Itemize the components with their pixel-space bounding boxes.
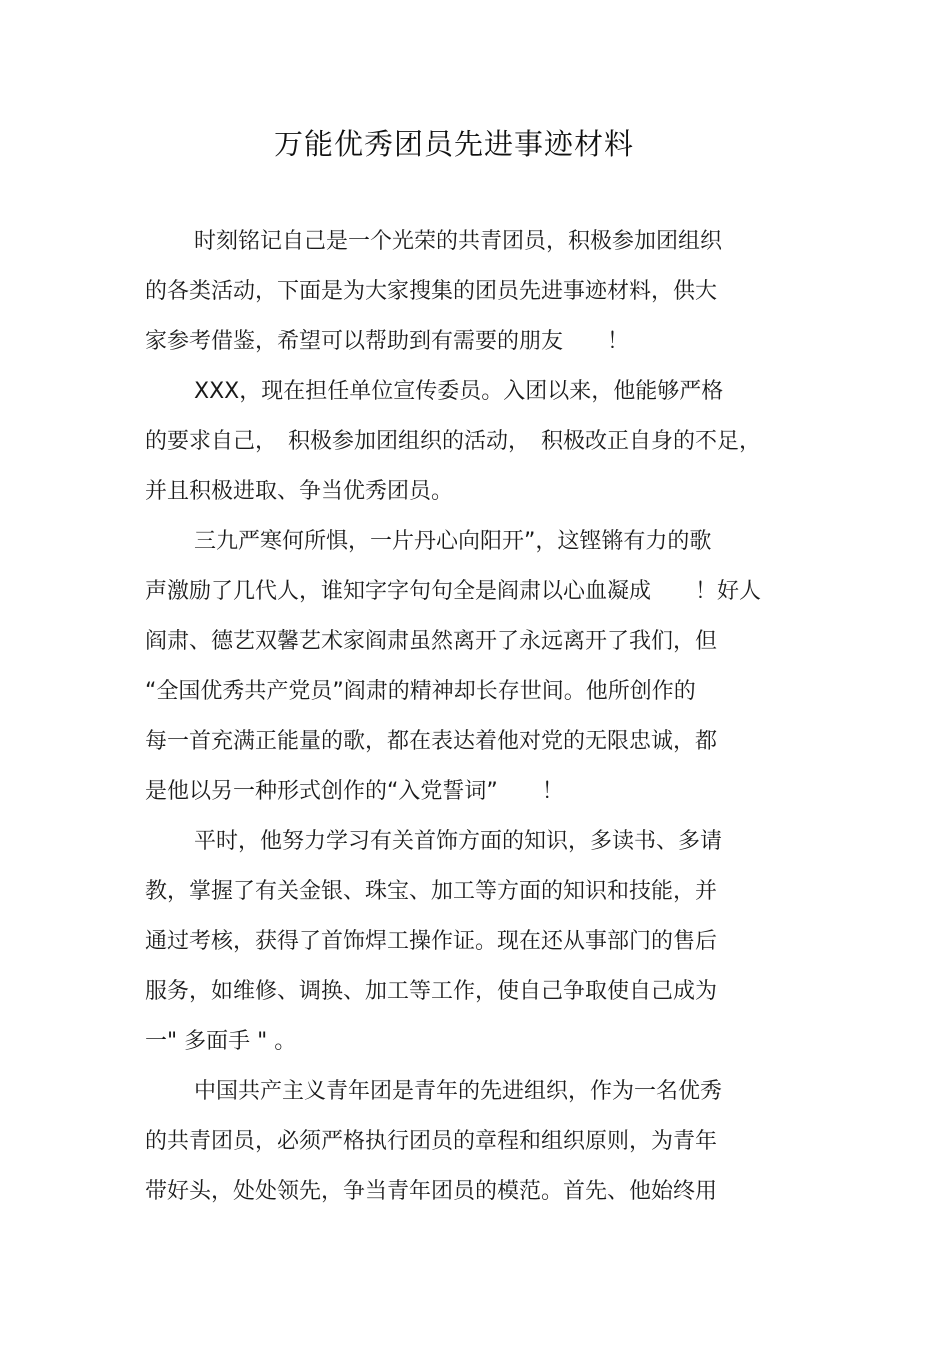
text-line: 每一首充满正能量的歌，都在表达着他对党的无限忠诚，都 [145,729,718,754]
text-line: 服务，如维修、调换、加工等工作，使自己争取使自己成为 [145,979,718,1004]
text-line: 中国共产主义青年团是青年的先进组织，作为一名优秀 [194,1079,723,1104]
text-line: 平时，他努力学习有关首饰方面的知识，多读书、多请 [194,829,723,854]
text-line: 家参考借鉴，希望可以帮助到有需要的朋友 ！ [145,329,630,354]
text-line: “全国优秀共产党员”阎肃的精神却长存世间。他所创作的 [145,679,696,704]
text-line: 一" 多面手 " 。 [145,1029,297,1054]
text-line: 教，掌握了有关金银、珠宝、加工等方面的知识和技能，并 [145,879,718,904]
text-line: 的要求自己， 积极参加团组织的活动， 积极改正自身的不足， [145,429,762,454]
text-line: 的各类活动，下面是为大家搜集的团员先进事迹材料，供大 [145,279,718,304]
text-line: 阎肃、德艺双馨艺术家阎肃虽然离开了永远离开了我们，但 [145,629,718,654]
text-line: 时刻铭记自己是一个光荣的共青团员，积极参加团组织 [194,229,723,254]
text-line: 并且积极进取、争当优秀团员。 [145,479,454,504]
text-line: 三九严寒何所惧，一片丹心向阳开”，这铿锵有力的歌 [194,529,712,554]
text-line: 的共青团员，必须严格执行团员的章程和组织原则，为青年 [145,1129,718,1154]
document-title: 万能优秀团员先进事迹材料 [273,127,634,161]
text-line: 带好头，处处领先，争当青年团员的模范。首先、他始终用 [145,1179,718,1204]
text-line: 是他以另一种形式创作的“入党誓词” ！ [145,779,564,804]
text-line: 通过考核，获得了首饰焊工操作证。现在还从事部门的售后 [145,929,718,954]
document-body [145,220,845,1220]
text-line: 声激励了几代人，谁知字字句句全是阎肃以心血凝成 ！好人 [145,579,762,604]
text-line: XXX，现在担任单位宣传委员。入团以来，他能够严格 [194,379,724,404]
